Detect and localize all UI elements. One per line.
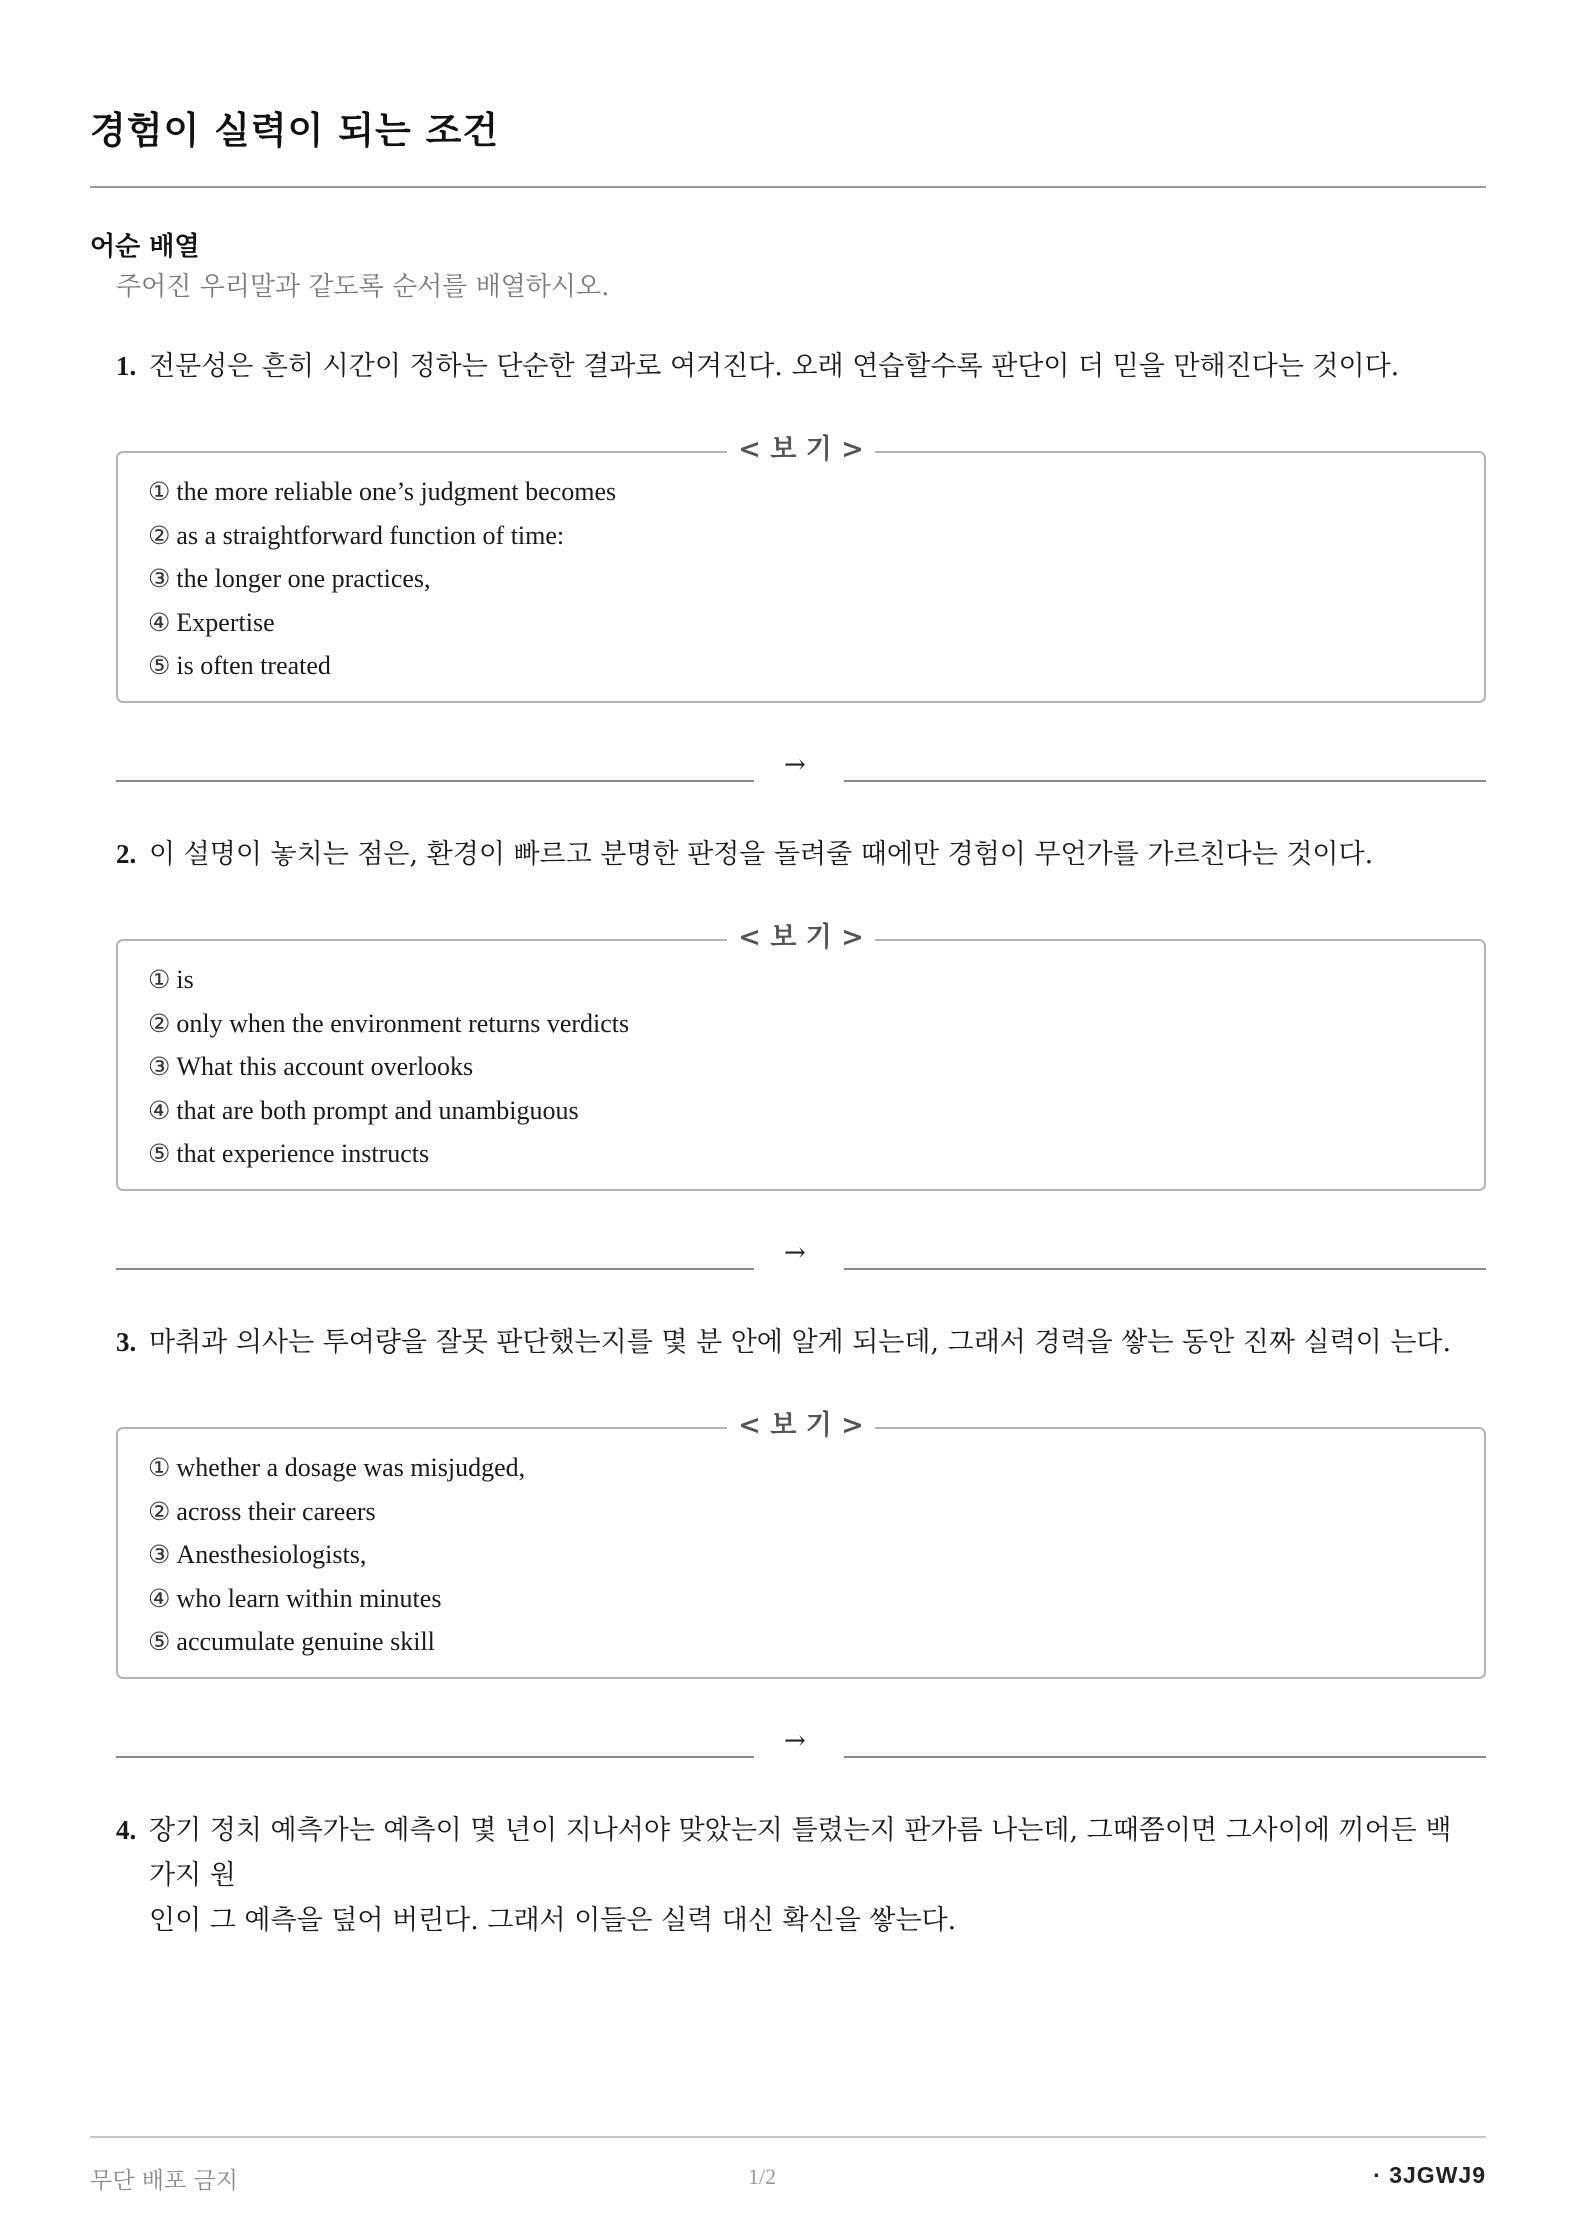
option-mark: ① [148,965,171,994]
answer-blank-left [116,780,754,782]
option-text: is often treated [176,651,331,680]
answer-blank-right [844,1756,1486,1758]
option-mark: ⑤ [148,651,171,680]
option-text: across their careers [176,1496,376,1526]
question-number: 4. [116,1815,137,1845]
option-mark: ③ [148,564,171,593]
option-text: only when the environment returns verdicts [176,1008,630,1038]
document-code: · 3JGWJ9 [1373,2162,1486,2188]
answer-line-1[interactable] [116,750,1486,790]
bogi-option [148,1577,525,1621]
bogi-options [148,958,629,1176]
worksheet-page [90,0,1486,2222]
question-korean-text-line2: 인이 그 예측을 덮어 버린다. 그래서 이들은 실력 대신 확신을 쌓는다. [149,1905,957,1936]
option-mark: ② [148,1008,171,1038]
footer-notice: 무단 배포 금지 [90,2168,238,2194]
bogi-option [148,1533,525,1577]
bogi-label: < 보 기 > [727,1406,875,1446]
option-mark: ④ [148,1583,171,1613]
question-korean-text: 이 설명이 놓치는 점은, 환경이 빠르고 분명한 판정을 돌려줄 때에만 경험이 무언가를 가르친다는 것이다. [149,839,1374,870]
option-mark: ② [148,520,171,550]
option-text: accumulate genuine skill [176,1627,435,1656]
section-title: 어순 배열 [90,232,200,262]
option-mark: ⑤ [148,1627,171,1656]
page-title: 경험이 실력이 되는 조건 [90,109,500,152]
arrow-icon: → [784,750,806,780]
question-prompt [116,1808,1486,1943]
section-instruction: 주어진 우리말과 같도록 순서를 배열하시오. [116,272,610,302]
option-mark: ⑤ [148,1139,171,1168]
bogi-option [148,601,616,645]
bogi-option [148,1132,629,1176]
question-korean-text: 마취과 의사는 투여량을 잘못 판단했는지를 몇 분 안에 알게 되는데, 그래서 경력을 쌓는 동안 진짜 실력이 는다. [149,1327,1452,1358]
question-4 [116,1808,1486,1943]
bogi-option [148,1089,629,1133]
bogi-option [148,1446,525,1490]
question-number: 1. [116,351,137,381]
option-text: that are both prompt and unambiguous [176,1095,579,1125]
question-prompt [116,344,1486,389]
answer-blank-right [844,780,1486,782]
arrow-icon: → [784,1726,806,1756]
question-1 [116,344,1486,389]
bogi-option [148,514,616,558]
bogi-label: < 보 기 > [727,430,875,470]
option-mark: ① [148,1453,171,1482]
bogi-option [148,958,629,1002]
question-korean-text-line1: 장기 정치 예측가는 예측이 몇 년이 지나서야 맞았는지 틀렸는지 판가름 나는데, 그때쯤이면 그사이에 끼어든 백 가지 원 [149,1815,1452,1891]
option-text: that experience instructs [176,1139,430,1168]
option-text: as a straightforward function of time: [176,520,565,550]
question-number: 3. [116,1327,137,1357]
option-text: What this account overlooks [176,1052,474,1081]
bogi-option [148,1490,525,1534]
option-mark: ③ [148,1052,171,1081]
option-text: whether a dosage was misjudged, [176,1453,526,1482]
bogi-option [148,1045,629,1089]
answer-blank-left [116,1756,754,1758]
option-mark: ③ [148,1540,171,1569]
question-korean-text: 전문성은 흔히 시간이 정하는 단순한 결과로 여겨진다. 오래 연습할수록 판단이 더 믿을 만해진다는 것이다. [149,351,1400,382]
answer-blank-left [116,1268,754,1270]
question-prompt [116,832,1486,877]
bogi-option [148,1620,525,1664]
bogi-option [148,1002,629,1046]
bogi-label: < 보 기 > [727,918,875,958]
option-text: who learn within minutes [176,1583,442,1613]
bogi-option [148,557,616,601]
option-mark: ④ [148,1095,171,1125]
question-number: 2. [116,839,137,869]
bogi-option [148,470,616,514]
option-text: Expertise [176,607,275,637]
answer-line-3[interactable] [116,1726,1486,1766]
answer-line-2[interactable] [116,1238,1486,1278]
title-divider [90,186,1486,188]
option-mark: ① [148,477,171,506]
question-prompt [116,1320,1486,1365]
bogi-options [148,470,616,688]
arrow-icon: → [784,1238,806,1268]
answer-blank-right [844,1268,1486,1270]
question-3 [116,1320,1486,1365]
option-text: is [176,965,194,994]
option-mark: ② [148,1496,171,1526]
bogi-option [148,644,616,688]
option-mark: ④ [148,607,171,637]
option-text: the longer one practices, [176,564,431,593]
option-text: the more reliable one’s judgment becomes [176,477,617,506]
question-2 [116,832,1486,877]
bogi-options [148,1446,525,1664]
option-text: Anesthesiologists, [176,1540,367,1569]
footer-divider [90,2136,1486,2138]
page-number: 1/2 [748,2164,777,2189]
